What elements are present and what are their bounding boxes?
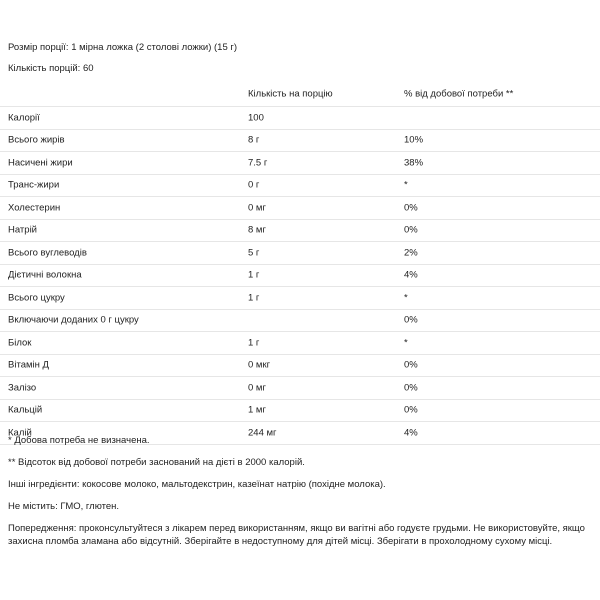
nutrient-name: Натрій	[8, 224, 37, 236]
nutrient-daily-value: 38%	[404, 157, 424, 169]
nutrient-name: Дієтичні волокна	[8, 269, 82, 281]
nutrient-amount: 100	[248, 112, 264, 124]
nutrient-daily-value: 0%	[404, 202, 418, 214]
table-row	[0, 107, 600, 130]
warning-text: Попередження: проконсультуйтеся з лікарем перед використанням, якщо ви вагітні або годуєте грудьми. Не використовуйте, якщо захисна пломба зламана або відсутній. Зберігайте в недоступному для дітей місці. Зберігати в прохолодному сухому місці.	[8, 523, 585, 547]
nutrient-name: Білок	[8, 337, 32, 349]
servings-count: Кількість порцій: 60	[8, 63, 94, 74]
nutrient-name: Всього жирів	[8, 134, 65, 146]
nutrient-daily-value: 4%	[404, 427, 418, 439]
table-row	[0, 265, 600, 288]
table-row	[0, 377, 600, 400]
nutrient-name: Транс-жири	[8, 179, 60, 191]
table-row	[0, 197, 600, 220]
nutrient-amount: 7.5 г	[248, 157, 268, 169]
header-amount: Кількість на порцію	[248, 88, 333, 100]
header-daily-value: % від добової потреби **	[404, 88, 514, 100]
table-header-row	[0, 82, 600, 107]
other-ingredients: Інші інгредієнти: кокосове молоко, мальтодекстрин, казеїнат натрію (похідне молока).	[8, 479, 386, 490]
nutrient-amount: 1 г	[248, 292, 260, 304]
nutrient-amount: 0 г	[248, 179, 260, 191]
nutrient-amount: 1 г	[248, 337, 260, 349]
nutrient-amount: 1 мг	[248, 404, 266, 416]
nutrient-daily-value: 4%	[404, 269, 418, 281]
table-row	[0, 355, 600, 378]
table-row	[0, 242, 600, 265]
nutrient-amount: 1 г	[248, 269, 260, 281]
table-row	[0, 332, 600, 355]
nutrient-name: Холестерин	[8, 202, 61, 214]
nutrient-amount: 8 г	[248, 134, 260, 146]
nutrient-daily-value: 0%	[404, 314, 418, 326]
nutrient-name: Включаючи доданих 0 г цукру	[8, 314, 139, 326]
table-row	[0, 175, 600, 198]
table-row	[0, 152, 600, 175]
nutrient-amount: 5 г	[248, 247, 260, 259]
table-row	[0, 130, 600, 153]
nutrient-daily-value: 0%	[404, 359, 418, 371]
nutrient-daily-value: 0%	[404, 404, 418, 416]
nutrient-daily-value: 0%	[404, 382, 418, 394]
nutrient-amount: 8 мг	[248, 224, 266, 236]
nutrient-name: Залізо	[8, 382, 37, 394]
does-not-contain: Не містить: ГМО, глютен.	[8, 501, 120, 512]
nutrient-name: Кальцій	[8, 404, 43, 416]
nutrition-table	[0, 82, 600, 445]
note-dv-basis: ** Відсоток від добової потреби заснований на дієті в 2000 калорій.	[8, 457, 305, 468]
nutrient-daily-value: 10%	[404, 134, 424, 146]
nutrient-daily-value: *	[404, 179, 408, 191]
nutrient-amount: 0 мг	[248, 382, 266, 394]
nutrient-name: Насичені жири	[8, 157, 73, 169]
nutrient-amount: 0 мг	[248, 202, 266, 214]
nutrient-daily-value: 0%	[404, 224, 418, 236]
nutrient-daily-value: *	[404, 292, 408, 304]
notes-section	[8, 434, 588, 557]
nutrient-name: Всього вуглеводів	[8, 247, 87, 259]
nutrient-amount: 0 мкг	[248, 359, 271, 371]
serving-size: Розмір порції: 1 мірна ложка (2 столові ложки) (15 г)	[8, 42, 238, 53]
nutrient-daily-value: *	[404, 337, 408, 349]
nutrient-name: Калій	[8, 427, 32, 439]
note-dv-not-established: * Добова потреба не визначена.	[8, 435, 150, 446]
nutrient-daily-value: 2%	[404, 247, 418, 259]
nutrient-name: Всього цукру	[8, 292, 65, 304]
table-row	[0, 287, 600, 310]
nutrient-name: Вітамін Д	[8, 359, 49, 371]
nutrient-name: Калорії	[8, 112, 40, 124]
table-row	[0, 220, 600, 243]
table-row	[0, 400, 600, 423]
nutrient-amount: 244 мг	[248, 427, 277, 439]
table-row	[0, 310, 600, 333]
